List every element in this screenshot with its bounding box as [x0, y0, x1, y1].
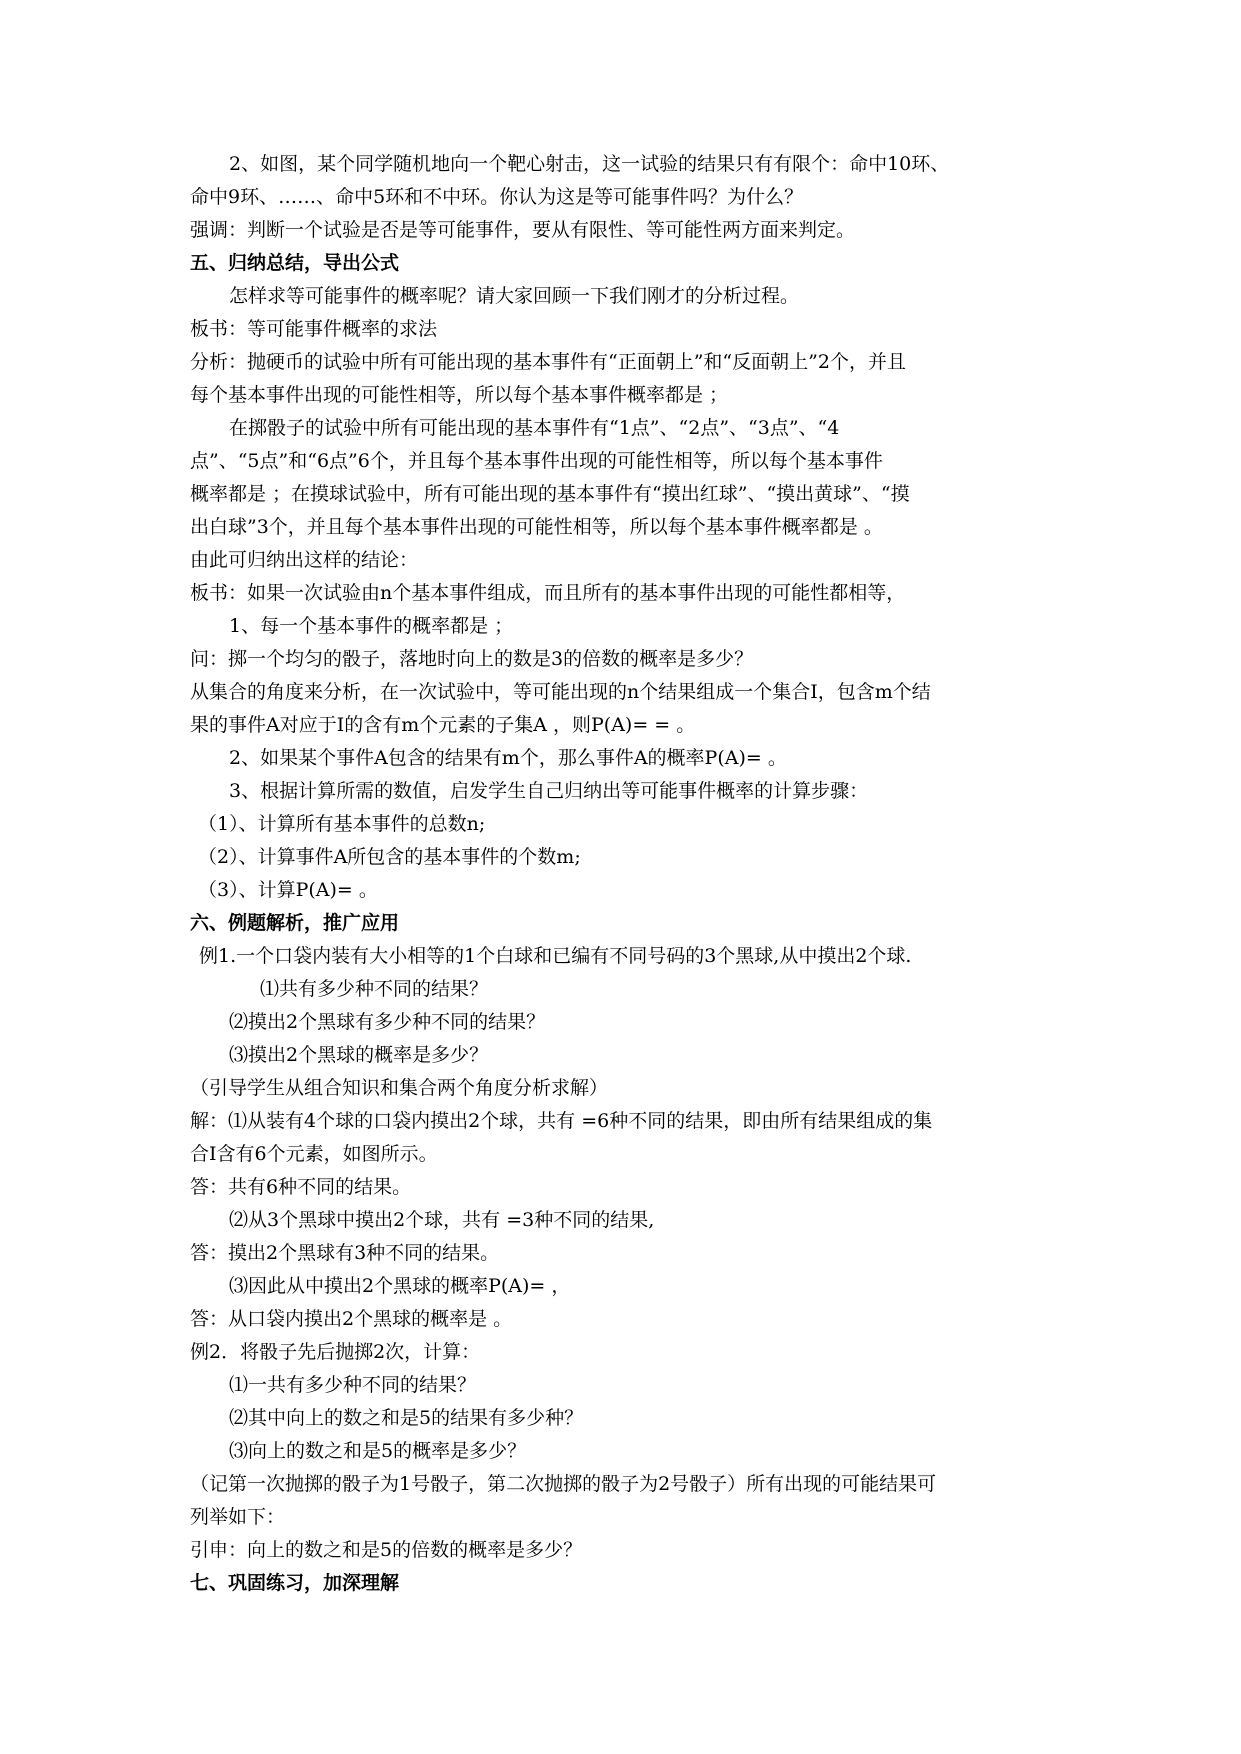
text-line: 解：⑴从装有4个球的口袋内摸出2个球，共有 =6种不同的结果，即由所有结果组成的集	[190, 1110, 933, 1132]
text-line: 2、如图，某个同学随机地向一个靶心射击，这一试验的结果只有有限个：命中10环、	[229, 153, 950, 175]
text-line: ⑶摸出2个黑球的概率是多少？	[229, 1044, 489, 1066]
text-line: （1）、计算所有基本事件的总数n;	[198, 813, 486, 835]
text-line: 出白球”3个，并且每个基本事件出现的可能性相等，所以每个基本事件概率都是 。	[190, 516, 883, 538]
text-line: ⑵摸出2个黑球有多少种不同的结果？	[229, 1011, 546, 1033]
text-line: ⑴一共有多少种不同的结果？	[229, 1374, 477, 1396]
text-line: ⑶向上的数之和是5的概率是多少？	[229, 1440, 527, 1462]
text-line: 1、每一个基本事件的概率都是 ；	[229, 615, 514, 637]
text-line: 在掷骰子的试验中所有可能出现的基本事件有“1点”、“2点”、“3点”、“4	[229, 417, 840, 439]
text-line: 3、根据计算所需的数值，启发学生自己归纳出等可能事件概率的计算步骤：	[229, 780, 869, 802]
text-line: 列举如下：	[190, 1506, 286, 1528]
text-line: 合I含有6个元素，如图所示。	[190, 1143, 438, 1165]
text-line: 板书：如果一次试验由n个基本事件组成，而且所有的基本事件出现的可能性都相等，	[190, 582, 906, 604]
text-line: 板书：等可能事件概率的求法	[190, 318, 438, 340]
text-line: （3）、计算P(A)= 。	[198, 879, 378, 901]
text-line: ⑶因此从中摸出2个黑球的概率P(A)= ，	[229, 1275, 571, 1297]
text-line: （2）、计算事件A所包含的基本事件的个数m;	[198, 846, 581, 868]
text-line: 答：共有6种不同的结果。	[190, 1176, 412, 1198]
text-line: 从集合的角度来分析，在一次试验中，等可能出现的n个结果组成一个集合I，包含m个结	[190, 681, 931, 703]
text-line: 强调：判断一个试验是否是等可能事件，要从有限性、等可能性两方面来判定。	[190, 219, 856, 241]
text-line: 答：摸出2个黑球有3种不同的结果。	[190, 1242, 500, 1264]
section-heading: 七、巩固练习，加深理解	[190, 1572, 400, 1594]
text-line: 由此可归纳出这样的结论：	[190, 549, 419, 571]
text-line: 引申：向上的数之和是5的倍数的概率是多少？	[190, 1539, 583, 1561]
text-line: ⑵其中向上的数之和是5的结果有多少种？	[229, 1407, 584, 1429]
text-line: 点”、“5点”和“6点”6个，并且每个基本事件出现的可能性相等，所以每个基本事件	[190, 450, 883, 472]
section-heading: 六、例题解析，推广应用	[190, 912, 400, 934]
text-line: 命中9环、……、命中5环和不中环。你认为这是等可能事件吗？为什么？	[190, 186, 804, 208]
text-line: 概率都是 ；在摸球试验中，所有可能出现的基本事件有“摸出红球”、“摸出黄球”、“摸	[190, 483, 910, 505]
text-line: 问：掷一个均匀的骰子，落地时向上的数是3的倍数的概率是多少？	[190, 648, 754, 670]
text-line: ⑵从3个黑球中摸出2个球，共有 =3种不同的结果,	[229, 1209, 655, 1231]
text-line: 果的事件A对应于I的含有m个元素的子集A ，则P(A)= = 。	[190, 714, 696, 736]
text-line: 答：从口袋内摸出2个黑球的概率是 。	[190, 1308, 513, 1330]
text-line: （引导学生从组合知识和集合两个角度分析求解）	[190, 1077, 609, 1099]
text-line: ⑴共有多少种不同的结果？	[260, 978, 489, 1000]
text-line: 2、如果某个事件A包含的结果有m个，那么事件A的概率P(A)= 。	[229, 747, 787, 769]
section-heading: 五、归纳总结，导出公式	[190, 252, 400, 274]
text-line: 例1.一个口袋内装有大小相等的1个白球和已编有不同号码的3个黑球,从中摸出2个球.	[199, 945, 912, 967]
text-line: 分析：抛硬币的试验中所有可能出现的基本事件有“正面朝上”和“反面朝上”2个，并且	[190, 351, 906, 373]
text-line: （记第一次抛掷的骰子为1号骰子，第二次抛掷的骰子为2号骰子）所有出现的可能结果可	[190, 1473, 937, 1495]
text-line: 每个基本事件出现的可能性相等，所以每个基本事件概率都是 ；	[190, 384, 729, 406]
text-line: 例2．将骰子先后抛掷2次，计算：	[190, 1341, 481, 1363]
text-line: 怎样求等可能事件的概率呢？请大家回顾一下我们刚才的分析过程。	[229, 285, 800, 307]
